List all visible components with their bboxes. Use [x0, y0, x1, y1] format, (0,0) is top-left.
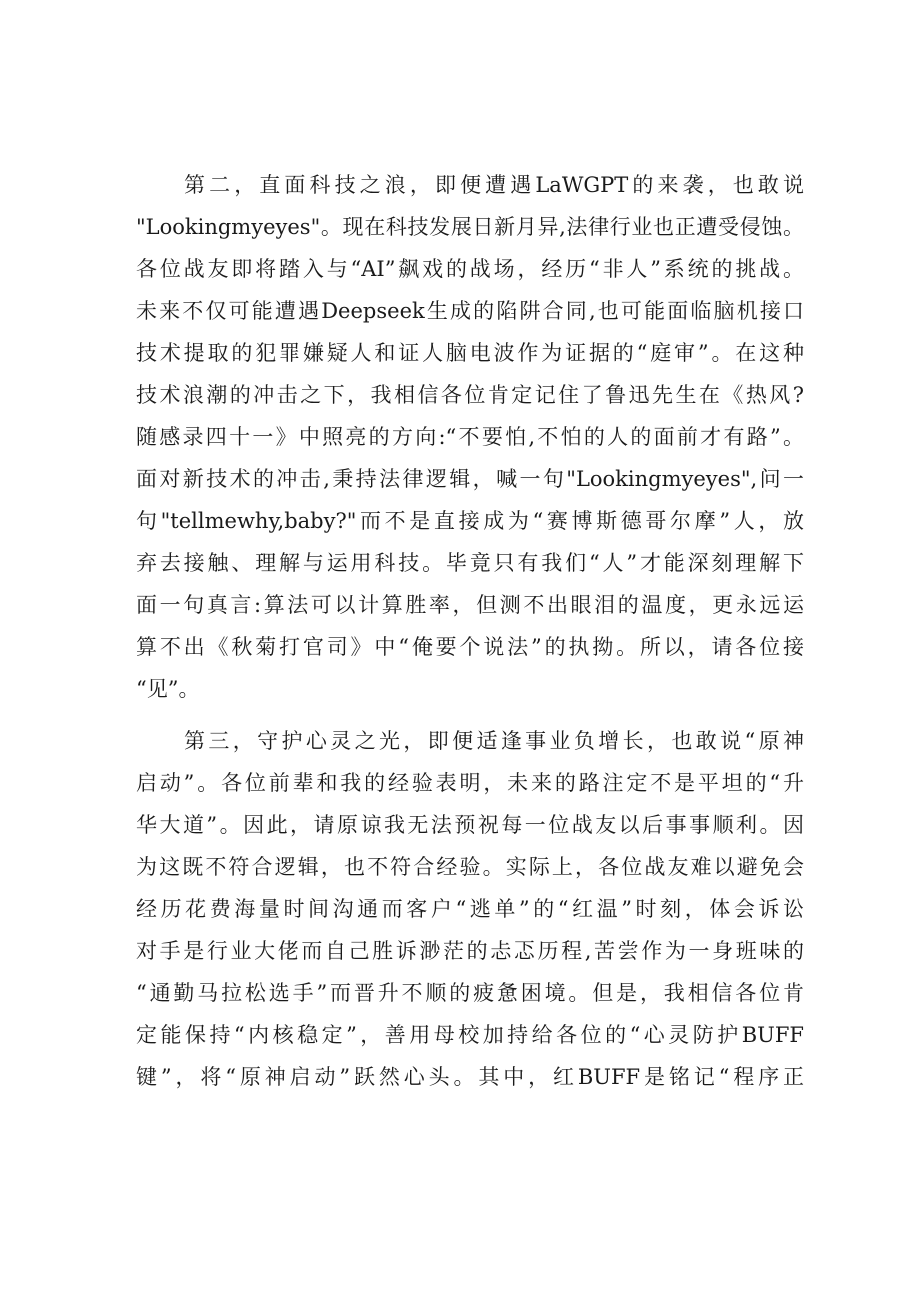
text-line: “通勤马拉松选手”而晋升不顺的疲惫困境。但是，我相信各位肯 [136, 981, 804, 1005]
text-line: 句"tellmewhy,baby?"而不是直接成为“赛博斯德哥尔摩”人，放 [136, 509, 804, 533]
text-line: "Lookingmyeyes"。现在科技发展日新月异,法律行业也正遭受侵蚀。 [136, 215, 804, 239]
text-line: 面对新技术的冲击,秉持法律逻辑，喊一句"Lookingmyeyes",问一 [136, 467, 804, 491]
text-line: 键”，将“原神启动”跃然心头。其中，红BUFF是铭记“程序正 [136, 1065, 804, 1089]
text-line: 为这既不符合逻辑，也不符合经验。实际上，各位战友难以避免会 [136, 855, 804, 879]
text-line: 未来不仅可能遭遇Deepseek生成的陷阱合同,也可能面临脑机接口 [136, 299, 804, 323]
text-line: 第二，直面科技之浪，即便遭遇LaWGPT的来袭，也敢说 [184, 173, 804, 197]
text-line: 华大道”。因此，请原谅我无法预祝每一位战友以后事事顺利。因 [136, 813, 804, 837]
text-line: 各位战友即将踏入与“AI”飙戏的战场，经历“非人”系统的挑战。 [136, 257, 804, 281]
paragraph-second [136, 164, 804, 710]
text-line: 技术提取的犯罪嫌疑人和证人脑电波作为证据的“庭审”。在这种 [136, 341, 804, 365]
text-line: “见”。 [136, 677, 200, 701]
text-line: 随感录四十一》中照亮的方向:“不要怕,不怕的人的面前才有路”。 [136, 425, 804, 449]
text-line: 算不出《秋菊打官司》中“俺要个说法”的执拗。所以，请各位接 [136, 635, 804, 659]
text-line: 技术浪潮的冲击之下，我相信各位肯定记住了鲁迅先生在《热风? [136, 383, 804, 407]
text-line: 对手是行业大佬而自己胜诉渺茫的忐忑历程,苦尝作为一身班味的 [136, 939, 804, 963]
text-line: 经历花费海量时间沟通而客户“逃单”的“红温”时刻，体会诉讼 [136, 897, 804, 921]
text-line: 弃去接触、理解与运用科技。毕竟只有我们“人”才能深刻理解下 [136, 551, 804, 575]
text-line: 第三，守护心灵之光，即便适逢事业负增长，也敢说“原神 [184, 729, 804, 753]
text-line: 启动”。各位前辈和我的经验表明，未来的路注定不是平坦的“升 [136, 771, 804, 795]
text-line: 定能保持“内核稳定”，善用母校加持给各位的“心灵防护BUFF [136, 1023, 804, 1047]
paragraph-third [136, 720, 804, 1098]
text-line: 面一句真言:算法可以计算胜率，但测不出眼泪的温度，更永远运 [136, 593, 804, 617]
